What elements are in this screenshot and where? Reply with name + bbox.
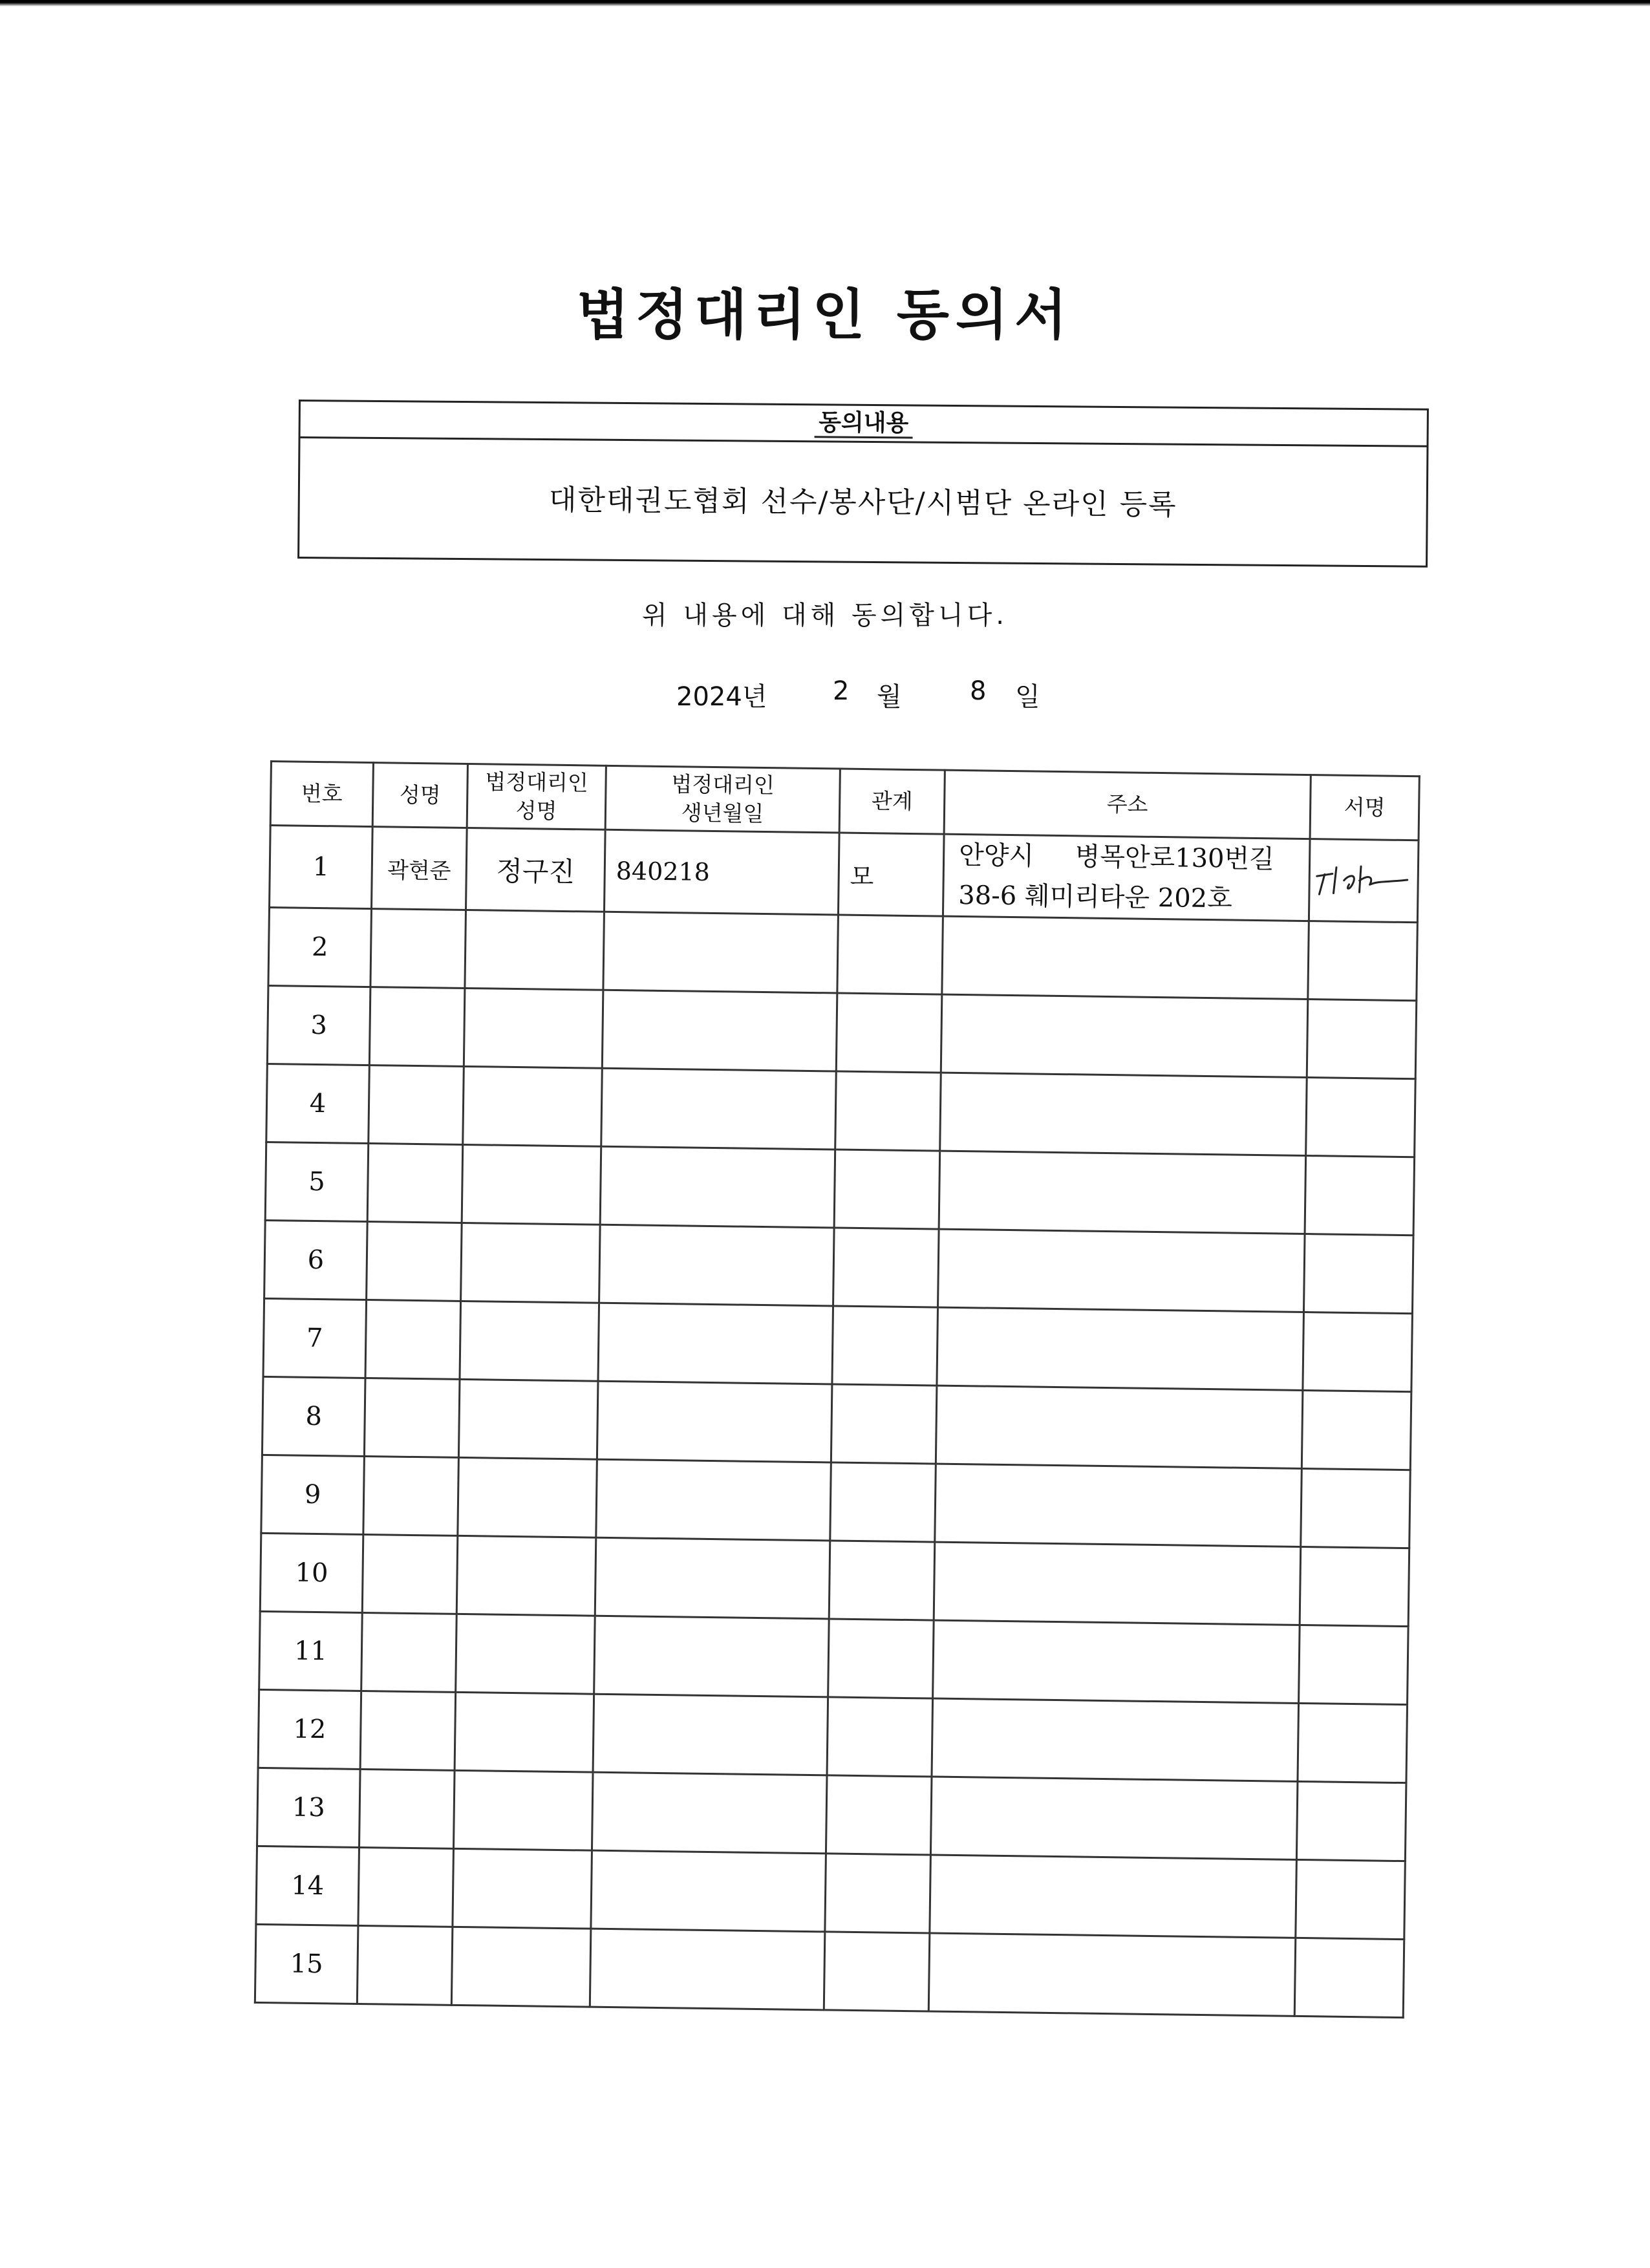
row-guardian-name: 정구진 [466,828,605,912]
empty-cell [458,1379,598,1459]
empty-cell [360,1691,456,1770]
empty-cell [1300,1546,1409,1626]
row-address-line2: 38-6 훼미리타운 202호 [958,880,1233,914]
row-guardian-birth: 840218 [604,829,839,915]
row-number: 4 [266,1064,370,1143]
empty-cell [1294,1938,1404,2017]
empty-cell [832,1306,938,1385]
date-year: 2024년 [676,682,767,712]
empty-cell [834,1150,940,1229]
empty-cell [597,1381,832,1462]
empty-cell [465,910,605,990]
empty-cell [600,1146,835,1228]
table-row [261,1455,1410,1548]
empty-cell [596,1459,831,1541]
consent-header: 동의내용 [815,409,912,438]
empty-cell [1303,1234,1413,1314]
empty-cell [358,1847,454,1927]
consent-box [297,400,1429,568]
empty-cell [369,987,465,1067]
row-number: 10 [260,1533,363,1612]
table-row [268,908,1417,1001]
empty-cell [365,1300,461,1380]
table-row [258,1689,1407,1782]
empty-cell [599,1225,835,1306]
empty-cell [928,1933,1296,2016]
empty-cell [594,1616,830,1697]
empty-cell [369,1065,464,1145]
header-guardian-birth-label: 법정대리인 생년월일 [671,771,775,826]
empty-cell [1303,1312,1413,1391]
table-row [260,1533,1409,1626]
empty-cell [460,1301,599,1381]
empty-cell [370,909,466,989]
row-number: 1 [270,826,373,909]
row-number: 5 [265,1142,369,1221]
row-address [943,834,1310,921]
row-number: 6 [264,1220,368,1300]
header-signature [1310,775,1419,840]
empty-cell [364,1378,460,1458]
empty-cell [361,1612,457,1692]
empty-cell [826,1775,932,1855]
empty-cell [458,1457,597,1537]
row-relation: 모 [838,833,944,916]
empty-cell [1296,1859,1406,1939]
empty-cell [835,1071,941,1151]
empty-cell [827,1697,933,1777]
empty-cell [456,1535,596,1616]
date-month-unit: 월 [877,682,902,712]
empty-cell [461,1223,601,1303]
empty-cell [603,912,839,993]
empty-cell [936,1385,1303,1468]
table-row [270,826,1419,923]
header-guardian-birth [605,765,840,833]
empty-cell [930,1855,1297,1938]
empty-cell [598,1303,833,1384]
row-number: 12 [258,1689,361,1769]
header-name-label: 성명 [399,782,441,808]
empty-cell [363,1456,459,1535]
header-number-label: 번호 [301,780,343,807]
header-number [270,762,373,827]
empty-cell [930,1777,1298,1859]
row-number: 8 [262,1376,365,1456]
agreement-statement: 위 내용에 대해 동의합니다. [642,601,1008,630]
empty-cell [833,1228,939,1307]
empty-cell [1307,1000,1417,1079]
date-day-unit: 일 [1015,682,1040,712]
empty-cell [592,1772,827,1854]
empty-cell [940,1073,1307,1155]
empty-cell [1302,1390,1411,1470]
empty-cell [825,1854,931,1933]
table-row [255,1924,1404,2017]
table-row [265,1142,1414,1235]
row-number: 7 [263,1298,367,1378]
table-row [262,1376,1411,1470]
empty-cell [938,1229,1305,1312]
table-row [259,1611,1408,1704]
empty-cell [590,1929,825,2010]
table-row [264,1220,1413,1313]
row-number: 13 [257,1768,361,1847]
empty-cell [1298,1703,1408,1782]
empty-cell [362,1534,458,1614]
row-number: 9 [261,1455,365,1534]
empty-cell [934,1542,1301,1625]
empty-cell [937,1307,1304,1390]
empty-cell [830,1462,936,1542]
empty-cell [601,1068,837,1150]
empty-cell [828,1619,934,1698]
empty-cell [593,1694,828,1775]
empty-cell [1301,1468,1411,1548]
empty-cell [453,1770,593,1850]
empty-cell [464,988,603,1068]
row-number: 3 [267,985,370,1065]
empty-cell [462,1144,601,1225]
empty-cell [591,1850,826,1932]
empty-cell [939,1151,1306,1234]
row-number: 14 [256,1846,359,1925]
row-number: 15 [255,1924,358,2004]
header-guardian-name [467,764,606,829]
table-row [263,1298,1412,1391]
empty-cell [824,1932,930,2011]
date-month-value: 2 [833,676,850,706]
row-number: 11 [259,1611,363,1691]
header-address-label: 주소 [1106,791,1148,817]
empty-cell [942,916,1309,999]
row-address-line1: 안양시 병목안로130번길 [958,840,1275,875]
header-address [944,770,1311,839]
empty-cell [933,1620,1300,1703]
empty-cell [935,1464,1302,1546]
empty-cell [357,1925,453,2005]
guardian-table [254,760,1420,2018]
header-name [372,763,467,828]
empty-cell [367,1222,462,1301]
empty-cell [602,990,837,1071]
empty-cell [836,993,942,1073]
consent-body: 대한태권도협회 선수/봉사단/시범단 온라인 등록 [548,484,1177,522]
document-title: 법정대리인 동의서 [576,283,1074,347]
guardian-roster [254,760,1419,2018]
empty-cell [455,1692,594,1772]
empty-cell [456,1614,595,1694]
empty-cell [451,1927,591,2007]
empty-cell [453,1848,592,1929]
empty-cell [932,1698,1299,1781]
empty-cell [1306,1078,1416,1157]
date-day-value: 8 [970,676,987,706]
table-row [257,1768,1406,1861]
header-signature-label: 서명 [1344,794,1386,820]
row-number: 2 [268,908,372,987]
header-relation [839,769,945,834]
header-relation-label: 관계 [871,788,913,815]
scan-edge [0,0,1650,6]
table-row [266,1064,1415,1157]
table-row [256,1846,1405,1939]
empty-cell [941,994,1308,1077]
empty-cell [831,1384,937,1464]
empty-cell [367,1144,463,1223]
empty-cell [1308,921,1418,1001]
table-row [267,985,1416,1078]
empty-cell [1305,1156,1415,1236]
header-guardian-name-label: 법정대리인 성명 [485,769,589,824]
handwritten-signature [1310,854,1419,907]
empty-cell [1299,1625,1409,1704]
row-signature [1309,839,1419,923]
empty-cell [829,1541,935,1620]
empty-cell [463,1066,603,1146]
empty-cell [1296,1781,1406,1861]
empty-cell [595,1537,830,1619]
empty-cell [359,1769,455,1848]
row-name: 곽현준 [372,827,467,910]
empty-cell [837,915,943,994]
